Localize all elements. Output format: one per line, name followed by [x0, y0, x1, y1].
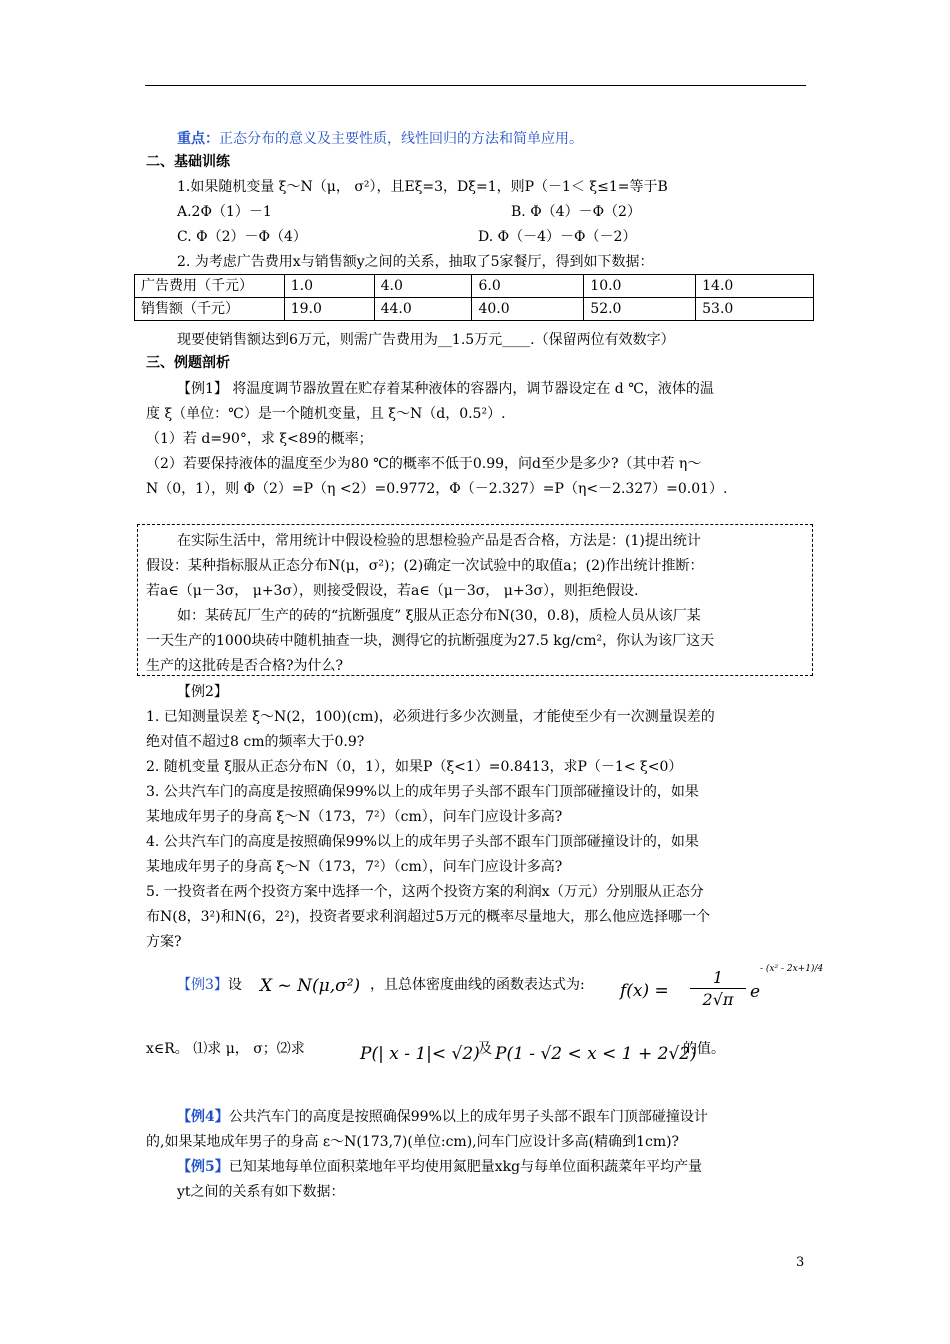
ex2-p2: 2. 随机变量 ξ服从正态分布N（0，1），如果P（ξ<1）=0.8413，求P（－1< ξ<0）	[146, 759, 683, 775]
table-cell: 53.0	[696, 298, 814, 321]
table-cell: 40.0	[472, 298, 584, 321]
ex1-line3: （1）若 d=90°，求 ξ<89的概率；	[146, 431, 373, 447]
ex2-p1b: 绝对值不超过8 cm的频率大于0.9?	[146, 734, 365, 750]
q1-option-a: A.2Φ（1）－1	[177, 204, 272, 220]
ex2-p4a: 4. 公共汽车门的高度是按照确保99%以上的成年男子头部不跟车门顶部碰撞设计的，如果	[146, 834, 699, 850]
ex5-line1	[177, 1158, 702, 1176]
ex3-fraction-denominator: 2√π	[702, 990, 734, 1009]
ex1-line1: 【例1】 将温度调节器放置在贮存着某种液体的容器内，调节器设定在 d ℃，液体的温	[177, 381, 714, 397]
table-cell: 6.0	[472, 275, 584, 298]
ex3-fx: f(x) =	[620, 981, 669, 1001]
table-cell: 52.0	[584, 298, 696, 321]
ex2-p3b: 某地成年男子的身高 ξ～N（173，7²）（cm），问车门应设计多高?	[146, 809, 563, 825]
ex1-line4: （2）若要保持液体的温度至少为80 ℃的概率不低于0.99，问d至少是多少?（其中若 η～	[146, 456, 702, 472]
ex3-text1: 设	[227, 977, 242, 993]
ex5-label: 【例5】	[177, 1159, 229, 1175]
q2-stem: 2. 为考虑广告费用x与销售额y之间的关系，抽取了5家餐厅，得到如下数据：	[177, 254, 654, 270]
table-cell: 4.0	[374, 275, 472, 298]
ex3-text2: ，且总体密度曲线的函数表达式为:	[370, 977, 585, 993]
ex3-intro	[177, 976, 242, 994]
table-cell: 44.0	[374, 298, 472, 321]
q1-option-c: C. Φ（2）－Φ（4）	[177, 229, 307, 245]
ex3-text5: 的值。	[683, 1041, 725, 1057]
ex2-title: 【例2】	[177, 684, 228, 700]
ex3-formula3: P(1 - √2 < x < 1 + 2√2)	[495, 1044, 697, 1064]
ex2-p5a: 5. 一投资者在两个投资方案中选择一个，这两个投资方案的利润x（万元）分别服从正态分	[146, 884, 704, 900]
ad-sales-table	[134, 274, 814, 321]
section3-title: 三、例题剖析	[146, 355, 230, 371]
table-cell: 销售额（千元）	[135, 298, 285, 321]
page-number: 3	[796, 1255, 805, 1270]
box-line6: 生产的这批砖是否合格?为什么?	[146, 658, 344, 674]
table-cell: 1.0	[284, 275, 374, 298]
ex2-p1a: 1. 已知测量误差 ξ～N(2，100)(cm)，必须进行多少次测量，才能使至少有一次测量误差的	[146, 709, 715, 725]
ex2-p4b: 某地成年男子的身高 ξ～N（173，7²）（cm），问车门应设计多高?	[146, 859, 563, 875]
ex4-text1: 公共汽车门的高度是按照确保99%以上的成年男子头部不跟车门顶部碰撞设计	[228, 1109, 708, 1125]
ex4-line1	[177, 1108, 708, 1126]
box-line1: 在实际生活中，常用统计中假设检验的思想检验产品是否合格，方法是：(1)提出统计	[177, 533, 701, 549]
table-cell: 14.0	[696, 275, 814, 298]
ex3-text4: 及	[478, 1041, 492, 1057]
table-cell: 广告费用（千元）	[135, 275, 285, 298]
ex4-label: 【例4】	[177, 1109, 229, 1125]
ex3-e: e	[750, 982, 761, 1002]
box-line4: 如：某砖瓦厂生产的砖的“抗断强度” ξ服从正态分布N(30，0.8)，质检人员从该厂某	[177, 608, 701, 624]
ex1-line2: 度 ξ（单位：℃）是一个随机变量，且 ξ～N（d，0.5²）.	[146, 406, 506, 422]
ex1-line5: N（0，1），则 Φ（2）=P（η <2）=0.9772，Φ（－2.327）=P（η<－2.327）=0.01）.	[146, 481, 728, 497]
ex5-line2: yt之间的关系有如下数据：	[177, 1184, 345, 1200]
ex3-distribution-formula: X ~ N(μ,σ²)	[260, 976, 361, 996]
box-line2: 假设：某种指标服从正态分布N(μ，σ²)；(2)确定一次试验中的取值a；(2)作出统计推断：	[146, 558, 704, 574]
key-points-line	[177, 130, 583, 148]
q1-option-d: D. Φ（－4）－Φ（－2）	[478, 229, 637, 245]
ex3-exponent: - (x² - 2x+1)/4	[760, 964, 824, 974]
key-points-label: 重点：	[177, 131, 219, 147]
ex5-text1: 已知某地每单位面积菜地年平均使用氮肥量xkg与每单位面积蔬菜年平均产量	[228, 1159, 703, 1175]
ex2-p5b: 布N(8，3²)和N(6，2²)，投资者要求利润超过5万元的概率尽量地大，那么他应选择哪一个	[146, 909, 711, 925]
ex4-line2: 的,如果某地成年男子的身高 ε～N(173,7)(单位:cm),问车门应设计多高(精确到1cm)?	[146, 1134, 680, 1150]
key-points-text: 正态分布的意义及主要性质，线性回归的方法和简单应用。	[219, 131, 583, 147]
ex3-fraction-numerator: 1	[690, 968, 746, 989]
table-cell: 19.0	[284, 298, 374, 321]
table-row	[135, 275, 814, 298]
q2-followup: 现要使销售额达到6万元，则需广告费用为__1.5万元____.（保留两位有效数字）	[177, 332, 675, 348]
table-cell: 10.0	[584, 275, 696, 298]
header-rule	[145, 85, 806, 86]
box-line5: 一天生产的1000块砖中随机抽查一块，测得它的抗断强度为27.5 kg/cm²，你认为该厂这天	[146, 633, 715, 649]
section2-title: 二、基础训练	[146, 154, 230, 170]
table-row	[135, 298, 814, 321]
ex2-p3a: 3. 公共汽车门的高度是按照确保99%以上的成年男子头部不跟车门顶部碰撞设计的，如果	[146, 784, 699, 800]
q1-stem: 1.如果随机变量 ξ～N（μ， σ²），且Eξ=3，Dξ=1，则P（－1＜ ξ≤1=等于B	[177, 179, 668, 195]
ex3-label: 【例3】	[177, 977, 228, 993]
q1-option-b: B. Φ（4）－Φ（2）	[511, 204, 641, 220]
ex3-text3: x∈R。 ⑴求 μ， σ；⑵求	[146, 1041, 305, 1057]
ex2-p5c: 方案?	[146, 934, 182, 950]
ex3-formula2: P(| x - 1|< √2)	[360, 1044, 480, 1064]
box-line3: 若a∈（μ－3σ， μ+3σ），则接受假设，若a∈（μ－3σ， μ+3σ），则拒绝假设.	[146, 583, 639, 599]
